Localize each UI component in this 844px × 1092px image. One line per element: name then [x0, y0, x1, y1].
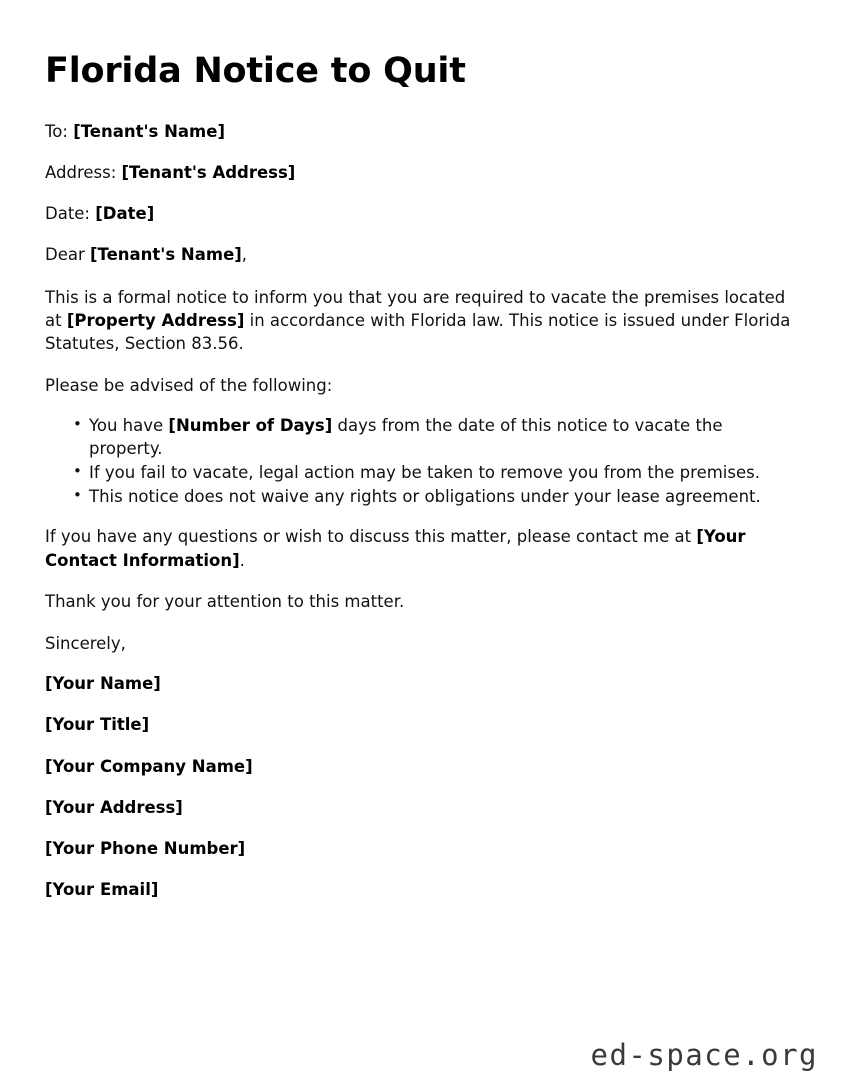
signature-your-address: [Your Address]: [45, 797, 183, 817]
salutation-label: Dear: [45, 245, 90, 265]
bullet-2-text: If you fail to vacate, legal action may be taken to remove you from the premises.: [89, 462, 760, 482]
to-label: To:: [45, 121, 74, 141]
signature-company-name: [Your Company Name]: [45, 756, 253, 776]
document-content: [45, 52, 793, 921]
contact-paragraph: [45, 525, 793, 572]
closing-line: Sincerely,: [45, 633, 126, 653]
signature-your-title: [Your Title]: [45, 715, 150, 735]
signature-your-email: [Your Email]: [45, 880, 159, 900]
date-line: [45, 203, 793, 225]
address-label: Address:: [45, 162, 122, 182]
notice-bullet-list: [45, 415, 793, 508]
date-label: Date:: [45, 204, 96, 224]
contact-information-placeholder: [Your Contact Information]: [45, 527, 746, 570]
bullet-1-text-part-1: You have: [89, 416, 169, 436]
number-of-days-placeholder: [Number of Days]: [168, 416, 333, 436]
list-item: [73, 415, 793, 461]
intro-paragraph: [45, 286, 793, 356]
advised-line: Please be advised of the following:: [45, 375, 333, 395]
thanks-line: Thank you for your attention to this matter.: [45, 592, 405, 612]
signature-phone-number: [Your Phone Number]: [45, 839, 246, 859]
list-item: [73, 486, 793, 509]
page-title: Florida Notice to Quit: [45, 51, 466, 91]
recipient-address-line: [45, 162, 793, 184]
recipient-name-line: [45, 121, 793, 143]
date-value: [Date]: [95, 204, 155, 224]
address-value: [Tenant's Address]: [121, 162, 296, 182]
site-watermark: ed-space.org: [590, 1038, 818, 1072]
intro-text-part-1: This is a formal notice to inform you that you are required to vacate the premises located at: [45, 287, 786, 330]
bullet-3-text: This notice does not waive any rights or obligations under your lease agreement.: [89, 486, 761, 506]
contact-text-part-2: .: [239, 550, 245, 570]
list-item: [73, 462, 793, 485]
property-address-placeholder: [Property Address]: [66, 310, 245, 330]
bullet-1-text-part-2: days from the date of this notice to vacate the property.: [89, 416, 723, 459]
to-value: [Tenant's Name]: [73, 121, 225, 141]
contact-text-part-1: If you have any questions or wish to discuss this matter, please contact me at: [45, 527, 697, 547]
intro-text-part-2: in accordance with Florida law. This notice is issued under Florida Statutes, Section 83.56.: [45, 310, 791, 354]
signature-your-name: [Your Name]: [45, 674, 161, 693]
salutation-suffix: ,: [241, 245, 248, 265]
salutation-value: [Tenant's Name]: [90, 245, 242, 265]
salutation-line: [45, 244, 793, 266]
